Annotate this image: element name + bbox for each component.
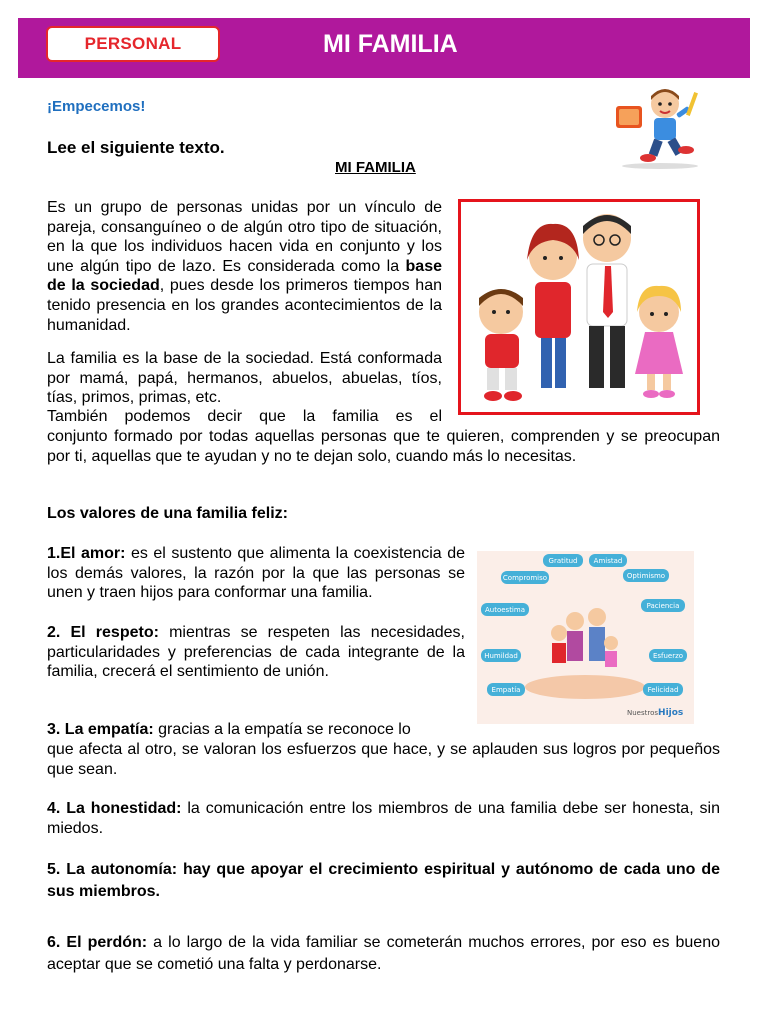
value-label-amistad: Amistad xyxy=(593,557,623,565)
instruction: Lee el siguiente texto. xyxy=(47,138,225,157)
value-empathy-rest: que afecta al otro, se valoran los esfuerzos que hace, y se aplauden sus logros por pequeños que sean. xyxy=(47,741,720,778)
header-bar xyxy=(18,18,750,78)
value-label-paciencia: Paciencia xyxy=(646,602,680,610)
paragraph-definition: Es un grupo de personas unidas por un vínculo de pareja, consanguíneo o de algún otro tipo de situación, en la que los individuos hacen vida en conjunto y los une algún tipo de lazo. Es considerada como la base de la sociedad, pues desde los primeros tiempos han tenido presencia en los grandes acontecimientos de la humanidad. xyxy=(47,199,443,334)
paragraph-family-rest: conjunto formado por todas aquellas personas que te quieren, comprenden y se preocupan por ti, aquellas que te ayudan y no te dejan solo, cuando más lo necesitas. xyxy=(47,428,720,465)
value-forgiveness: 6. El perdón: a lo largo de la vida familiar se cometerán muchos errores, por eso es bueno aceptar que se cometió una falta y perdonarse. xyxy=(47,934,720,973)
value-honesty: 4. La honestidad: la comunicación entre los miembros de una familia debe ser honesta, sin miedos. xyxy=(47,800,720,837)
values-heading: Los valores de una familia feliz: xyxy=(47,505,288,522)
page-title: MI FAMILIA xyxy=(323,30,458,58)
value-label-esfuerzo: Esfuerzo xyxy=(652,652,684,660)
value-autonomy: 5. La autonomía: hay que apoyar el crecimiento espiritual y autónomo de cada uno de sus miembros. xyxy=(47,861,720,900)
value-label-felicidad: Felicidad xyxy=(647,686,679,694)
family-illustration xyxy=(458,199,700,415)
value-label-optimismo: Optimismo xyxy=(626,572,666,580)
value-label-humildad: Humildad xyxy=(484,652,518,660)
paragraph-family-first-line: También podemos decir que la familia es el xyxy=(47,408,442,425)
running-kid-illustration xyxy=(610,84,710,170)
value-label-compromiso: Compromiso xyxy=(502,574,548,582)
text-title: MI FAMILIA xyxy=(335,159,416,176)
personal-badge: PERSONAL xyxy=(46,26,220,62)
value-love: 1.El amor: es el sustento que alimenta la coexistencia de los demás valores, la razón por la que las personas se unen y traen hijos para conformar una familia. xyxy=(47,545,466,602)
value-label-empatia: Empatía xyxy=(491,686,521,694)
greeting: ¡Empecemos! xyxy=(47,98,146,115)
value-label-autoestima: Autoestima xyxy=(484,606,526,614)
paragraph-family-base: La familia es la base de la sociedad. Está conformada por mamá, papá, hermanos, abuelos, abuelas, tíos, tías, primos, primas, etc. xyxy=(47,350,442,407)
brand-logo-text: NuestrosHijos xyxy=(627,708,684,718)
value-label-gratitud: Gratitud xyxy=(548,557,578,565)
bold-phrase: base de la sociedad xyxy=(47,257,442,295)
family-values-diagram xyxy=(477,551,694,724)
value-respect: 2. El respeto: mientras se respeten las necesidades, particularidades y preferencias de cada integrante de la familia, crecerá el sentimiento de unión. xyxy=(47,624,465,681)
value-empathy-first-line: 3. La empatía: gracias a la empatía se reconoce lo xyxy=(47,721,411,738)
